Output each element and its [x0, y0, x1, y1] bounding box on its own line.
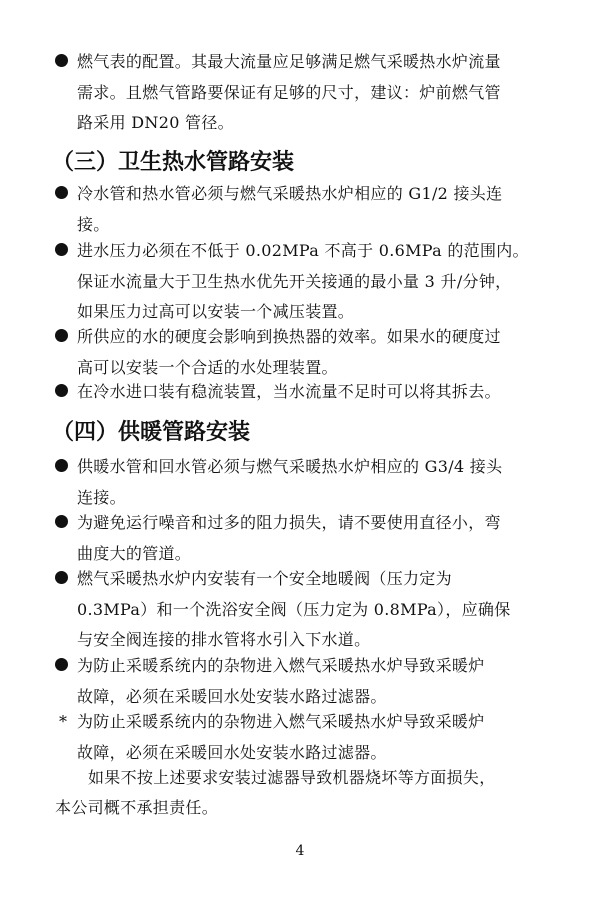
bullet-icon	[55, 329, 68, 342]
bullet-icon	[55, 186, 68, 199]
bullet-icon	[55, 571, 68, 584]
item-text-line: 高可以安装一个合适的水处理装置。	[77, 358, 338, 377]
item-text-line: 燃气采暖热水炉内安装有一个安全地暖阀（压力定为	[77, 569, 452, 588]
item-text-line: 接。	[77, 215, 110, 234]
item-text-line: 曲度大的管道。	[77, 544, 192, 563]
asterisk-marker: *	[59, 712, 67, 731]
section-heading-sanitary-hot-water: （三）卫生热水管路安装	[52, 149, 295, 175]
disclaimer-line-1: 如果不按上述要求安装过滤器导致机器烧坏等方面损失，	[88, 768, 496, 787]
item-text-line: 如果压力过高可以安装一个减压装置。	[77, 302, 355, 321]
section-heading-heating-pipes: （四）供暖管路安装	[52, 419, 251, 445]
item-text-line: 为避免运行噪音和过多的阻力损失，请不要使用直径小，弯	[77, 513, 501, 532]
item-text-line: 路采用 DN20 管径。	[77, 113, 234, 132]
bullet-icon	[55, 515, 68, 528]
bullet-icon	[55, 243, 68, 256]
item-text-line: 进水压力必须在不低于 0.02MPa 不高于 0.6MPa 的范围内。	[77, 241, 529, 260]
item-text-line: 燃气表的配置。其最大流量应足够满足燃气采暖热水炉流量	[77, 52, 501, 71]
item-text-line: 冷水管和热水管必须与燃气采暖热水炉相应的 G1/2 接头连	[77, 184, 503, 203]
disclaimer-line-2: 本公司概不承担责任。	[55, 798, 219, 817]
item-text-line: 0.3MPa）和一个洗浴安全阀（压力定为 0.8MPa），应确保	[77, 600, 511, 619]
note-text-line: 为防止采暖系统内的杂物进入燃气采暖热水炉导致采暖炉	[77, 712, 485, 731]
item-text-line: 在冷水进口装有稳流装置，当水流量不足时可以将其拆去。	[77, 382, 501, 401]
page-number: 4	[295, 843, 305, 859]
item-text-line: 为防止采暖系统内的杂物进入燃气采暖热水炉导致采暖炉	[77, 656, 485, 675]
bullet-icon	[55, 384, 68, 397]
item-text-line: 保证水流量大于卫生热水优先开关接通的最小量 3 升/分钟，	[77, 272, 512, 291]
bullet-icon	[55, 54, 68, 67]
item-text-line: 需求。且燃气管路要保证有足够的尺寸，建议：炉前燃气管	[77, 83, 501, 102]
note-text-line: 故障，必须在采暖回水处安装水路过滤器。	[77, 743, 387, 762]
item-text-line: 所供应的水的硬度会影响到换热器的效率。如果水的硬度过	[77, 327, 501, 346]
item-text-line: 故障，必须在采暖回水处安装水路过滤器。	[77, 687, 387, 706]
item-text-line: 连接。	[77, 488, 126, 507]
item-text-line: 与安全阀连接的排水管将水引入下水道。	[77, 630, 371, 649]
bullet-icon	[55, 658, 68, 671]
item-text-line: 供暖水管和回水管必须与燃气采暖热水炉相应的 G3/4 接头	[77, 457, 503, 476]
bullet-icon	[55, 459, 68, 472]
